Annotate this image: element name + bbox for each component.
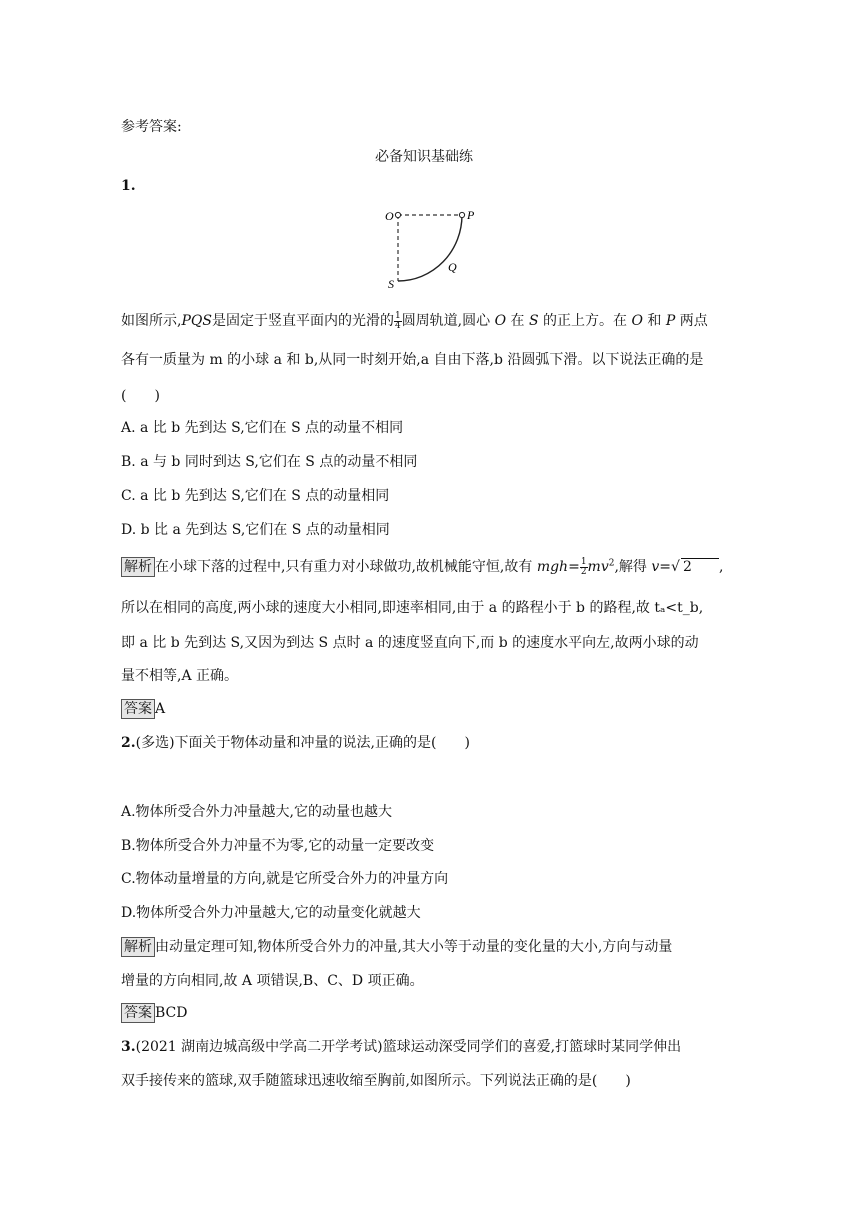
fraction-denominator: 4	[394, 320, 401, 331]
formula-eq: =	[568, 559, 580, 575]
question-1-stem-line-2: 各有一质量为 m 的小球 a 和 b,从同一时刻开始,a 自由下落,b 沿圆弧下滑。以下说法正确的是	[121, 352, 704, 368]
stem-text: 两点	[679, 313, 708, 329]
question-2-option-a: A.物体所受合外力冲量越大,它的动量也越大	[121, 804, 393, 820]
figure-label-q: Q	[448, 260, 457, 274]
question-2-analysis-line-1	[121, 936, 672, 957]
reference-answer-title: 参考答案:	[121, 119, 182, 135]
formula-mv: mv	[587, 559, 609, 575]
stem-text: 圆周轨道,圆心	[401, 313, 491, 329]
stem-text: 在	[510, 313, 525, 329]
question-1-stem-line-1	[121, 310, 708, 331]
figure-label-s: S	[388, 277, 394, 291]
question-2-stem	[121, 732, 470, 752]
question-number-1: 1.	[121, 178, 136, 194]
fraction-numerator: 1	[580, 556, 587, 567]
question-2-text: (多选)下面关于物体动量和冲量的说法,正确的是( )	[135, 735, 470, 751]
question-1-option-a: A. a 比 b 先到达 S,它们在 S 点的动量不相同	[121, 420, 404, 436]
question-3-text: (2021 湖南边城高级中学高二开学考试)篮球运动深受同学们的喜爱,打篮球时某同学伸出	[135, 1039, 682, 1055]
formula-eq: =	[659, 559, 672, 575]
sqrt-sign-icon: √	[671, 559, 680, 575]
question-2-answer	[121, 1003, 187, 1023]
sqrt-content: 2	[681, 558, 719, 575]
fraction-numerator: 1	[394, 310, 401, 321]
section-heading: 必备知识基础练	[375, 149, 473, 165]
analysis-text: 在小球下落的过程中,只有重力对小球做功,故机械能守恒,故有	[155, 559, 533, 575]
question-1-answer	[121, 699, 165, 719]
question-1-analysis-line-3: 即 a 比 b 先到达 S,又因为到达 S 点时 a 的速度竖直向下,而 b 的速度水平向左,故两小球的动	[121, 635, 699, 651]
figure-point-p	[459, 212, 464, 217]
stem-text: 是固定于竖直平面内的光滑的	[211, 313, 394, 329]
formula-square: 2	[608, 558, 615, 569]
analysis-tag: 解析	[121, 937, 155, 957]
fraction-denominator: 2	[580, 566, 587, 577]
analysis-text: 由动量定理可知,物体所受合外力的冲量,其大小等于动量的变化量的大小,方向与动量	[155, 939, 673, 955]
question-1-analysis-line-1	[121, 556, 723, 577]
question-1-option-d: D. b 比 a 先到达 S,它们在 S 点的动量相同	[121, 522, 390, 538]
answer-value: BCD	[155, 1005, 188, 1021]
formula-mgh: mgh	[536, 559, 569, 575]
question-1-answer-blank: ( )	[121, 388, 160, 404]
question-number-3: 3.	[121, 1039, 136, 1055]
fraction-one-half	[580, 558, 588, 577]
question-3-line-2: 双手接传来的篮球,双手随篮球迅速收缩至胸前,如图所示。下列说法正确的是( )	[121, 1073, 631, 1089]
answer-tag: 答案	[121, 1003, 155, 1023]
question-1-analysis-line-4: 量不相等,A 正确。	[121, 668, 239, 684]
analysis-text: ,解得	[614, 559, 647, 575]
stem-text: 如图所示,	[121, 313, 182, 329]
question-1-option-c: C. a 比 b 先到达 S,它们在 S 点的动量相同	[121, 488, 390, 504]
question-1-analysis-line-2: 所以在相同的高度,两小球的速度大小相同,即速率相同,由于 a 的路程小于 b 的路程,故 tₐ<t_b,	[121, 600, 704, 616]
fraction-one-quarter	[394, 312, 402, 331]
figure-label-p: P	[467, 208, 475, 222]
question-3-line-1	[121, 1036, 681, 1056]
stem-pqs: PQS	[181, 313, 212, 329]
figure-label-o: O	[385, 209, 394, 223]
question-number-2: 2.	[121, 735, 136, 751]
stem-s: S	[528, 313, 539, 329]
stem-text: 的正上方。在	[543, 313, 628, 329]
stem-text: 和	[647, 313, 662, 329]
answer-tag: 答案	[121, 699, 155, 719]
stem-o: O	[494, 313, 507, 329]
quarter-circle-figure	[382, 205, 482, 295]
question-2-option-d: D.物体所受合外力冲量越大,它的动量变化就越大	[121, 905, 421, 921]
answer-value: A	[155, 701, 166, 717]
question-2-option-c: C.物体动量增量的方向,就是它所受合外力的冲量方向	[121, 871, 449, 887]
question-2-analysis-line-2: 增量的方向相同,故 A 项错误,B、C、D 项正确。	[121, 973, 424, 989]
analysis-text: ,	[718, 559, 724, 575]
figure-point-o	[395, 212, 400, 217]
question-1-option-b: B. a 与 b 同时到达 S,它们在 S 点的动量不相同	[121, 454, 418, 470]
stem-o2: O	[631, 313, 643, 329]
analysis-tag: 解析	[121, 557, 155, 577]
stem-p: P	[665, 313, 676, 329]
question-2-option-b: B.物体所受合外力冲量不为零,它的动量一定要改变	[121, 838, 435, 854]
formula-v: v	[651, 559, 660, 575]
